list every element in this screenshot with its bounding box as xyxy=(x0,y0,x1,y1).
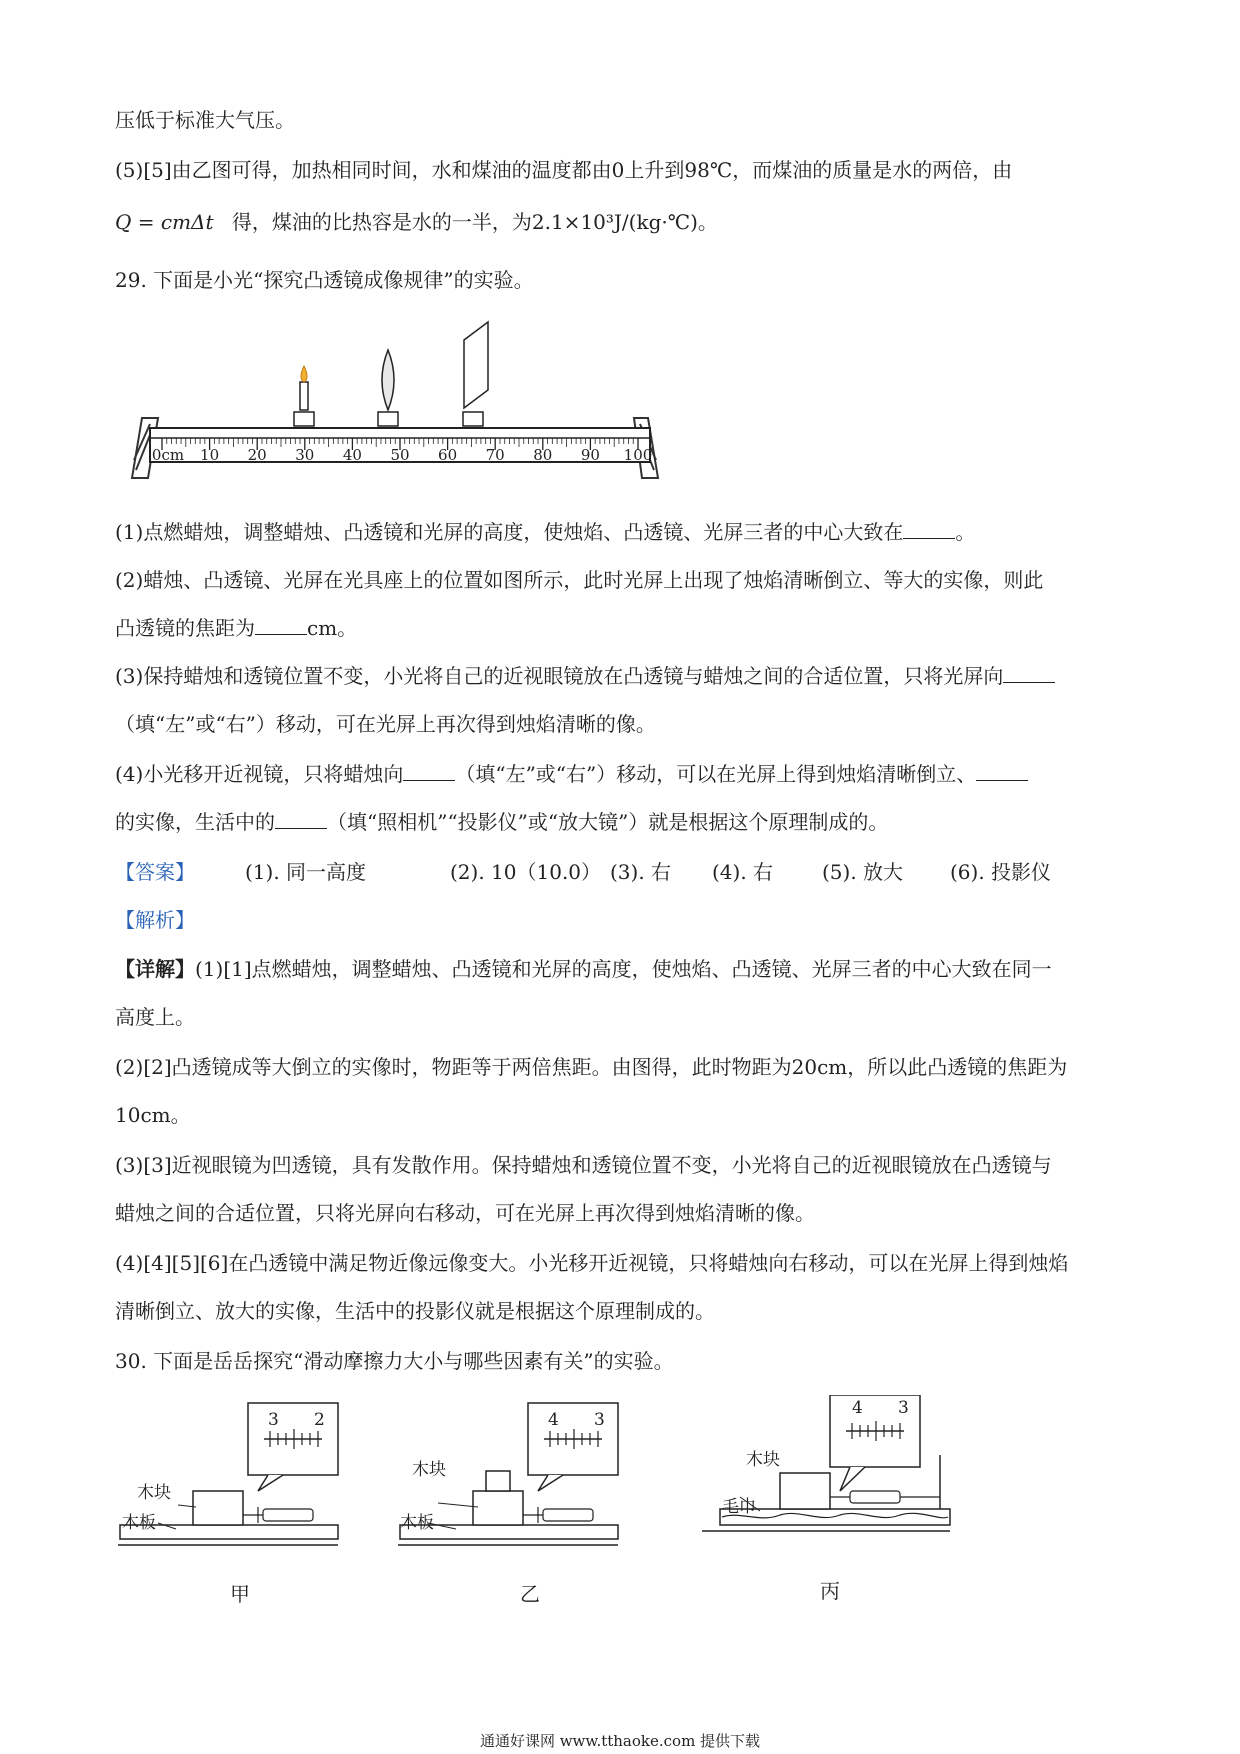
board-label: 木板 xyxy=(400,1513,434,1533)
detail-line: 清晰倒立、放大的实像，生活中的投影仪就是根据这个原理制成的。 xyxy=(115,1299,715,1323)
detail-line: 高度上。 xyxy=(115,1005,195,1029)
text-line: 压低于标准大气压。 xyxy=(115,108,295,132)
answer-blank[interactable] xyxy=(275,810,327,829)
text: 得，煤油的比热容是水的一半，为2.1×10³J/(kg·℃)。 xyxy=(231,210,718,234)
question-29-title: 29. 下面是小光“探究凸透镜成像规律”的实验。 xyxy=(115,268,534,292)
convex-lens xyxy=(378,350,398,426)
text: (4)小光移开近视镜，只将蜡烛向 xyxy=(115,762,404,786)
block-label: 木块 xyxy=(746,1450,780,1470)
scale-reading-right: 2 xyxy=(314,1410,325,1430)
text-line xyxy=(115,210,718,234)
block-label: 木块 xyxy=(412,1460,446,1480)
q29-part1 xyxy=(115,520,975,544)
text: (3)保持蜡烛和透镜位置不变，小光将自己的近视眼镜放在凸透镜与蜡烛之间的合适位置，只将光屏向 xyxy=(115,664,1004,688)
answer-5: (5). 放大 xyxy=(822,860,904,884)
towel-label: 毛巾 xyxy=(722,1497,756,1517)
answer-2: (2). 10（10.0） xyxy=(450,860,602,884)
friction-figure-bing xyxy=(700,1395,960,1555)
answer-blank[interactable] xyxy=(976,762,1028,781)
scale-reading-left: 4 xyxy=(548,1410,559,1430)
q29-part4-cont xyxy=(115,810,888,834)
ruler-label: 100 xyxy=(623,446,653,464)
ruler-label: 50 xyxy=(390,446,410,464)
q29-part3 xyxy=(115,664,1055,688)
light-screen xyxy=(463,322,488,426)
candle xyxy=(294,366,314,426)
answer-blank[interactable] xyxy=(403,762,455,781)
q29-part3-cont: （填“左”或“右”）移动，可在光屏上再次得到烛焰清晰的像。 xyxy=(115,712,656,736)
figure-label-yi: 乙 xyxy=(520,1582,540,1606)
detail-line: 蜡烛之间的合适位置，只将光屏向右移动，可在光屏上再次得到烛焰清晰的像。 xyxy=(115,1201,815,1225)
answer-4: (4). 右 xyxy=(712,860,774,884)
question-30-title: 30. 下面是岳岳探究“滑动摩擦力大小与哪些因素有关”的实验。 xyxy=(115,1349,674,1373)
detail-line: (4)[4][5][6]在凸透镜中满足物近像远像变大。小光移开近视镜，只将蜡烛向右移动，可以在光屏上得到烛焰 xyxy=(115,1251,1069,1275)
answer-6: (6). 投影仪 xyxy=(950,860,1052,884)
ruler-label: 60 xyxy=(438,446,458,464)
optical-bench-figure xyxy=(130,320,680,480)
text: cm。 xyxy=(307,616,358,640)
ruler-label: 30 xyxy=(295,446,315,464)
answer-blank[interactable] xyxy=(903,520,955,539)
q29-part2-cont xyxy=(115,616,357,640)
answer-blank[interactable] xyxy=(1003,664,1055,683)
answer-1: (1). 同一高度 xyxy=(245,860,367,884)
ruler-label: 40 xyxy=(342,446,362,464)
figure-label-bing: 丙 xyxy=(820,1579,840,1603)
answer-tag: 【答案】 xyxy=(115,860,195,884)
analysis-tag: 【解析】 xyxy=(115,908,195,932)
ruler-label: 70 xyxy=(485,446,505,464)
detail-line: 10cm。 xyxy=(115,1103,191,1127)
block-label: 木块 xyxy=(137,1483,171,1503)
scale-reading-right: 3 xyxy=(898,1398,909,1418)
detail-line: (2)[2]凸透镜成等大倒立的实像时，物距等于两倍焦距。由图得，此时物距为20cm，所以此凸透镜的焦距为 xyxy=(115,1055,1068,1079)
detail-line xyxy=(115,957,1052,981)
answer-blank[interactable] xyxy=(255,616,307,635)
answer-3: (3). 右 xyxy=(610,860,672,884)
text: 凸透镜的焦距为 xyxy=(115,616,255,640)
text: (1)点燃蜡烛，调整蜡烛、凸透镜和光屏的高度，使烛焰、凸透镜、光屏三者的中心大致在 xyxy=(115,520,904,544)
text: （填“左”或“右”）移动，可以在光屏上得到烛焰清晰倒立、 xyxy=(455,762,977,786)
ruler-label: 90 xyxy=(580,446,600,464)
formula: Q = cmΔt xyxy=(115,210,214,234)
text: 的实像，生活中的 xyxy=(115,810,275,834)
scale-reading-right: 3 xyxy=(594,1410,605,1430)
board-label: 木板 xyxy=(122,1513,156,1533)
ruler-label: 80 xyxy=(533,446,553,464)
detail-tag: 【详解】 xyxy=(115,957,195,981)
ruler-label: 10 xyxy=(200,446,220,464)
scale-reading-left: 4 xyxy=(852,1398,863,1418)
q29-part2: (2)蜡烛、凸透镜、光屏在光具座上的位置如图所示，此时光屏上出现了烛焰清晰倒立、等大的实像，则此 xyxy=(115,568,1044,592)
text: 。 xyxy=(955,520,976,544)
footer-source: 通通好课网 www.tthaoke.com 提供下载 xyxy=(479,1732,761,1750)
q29-part4 xyxy=(115,762,1028,786)
text-line: (5)[5]由乙图可得，加热相同时间，水和煤油的温度都由0上升到98℃，而煤油的质量是水的两倍，由 xyxy=(115,158,1013,182)
ruler-label: 20 xyxy=(247,446,267,464)
figure-label-jia: 甲 xyxy=(230,1582,250,1606)
detail-line: (3)[3]近视眼镜为凹透镜，具有发散作用。保持蜡烛和透镜位置不变，小光将自己的近视眼镜放在凸透镜与 xyxy=(115,1153,1052,1177)
ruler-label: 0cm xyxy=(151,446,185,464)
text: (1)[1]点燃蜡烛，调整蜡烛、凸透镜和光屏的高度，使烛焰、凸透镜、光屏三者的中心大致在同一 xyxy=(195,957,1052,981)
scale-reading-left: 3 xyxy=(268,1410,279,1430)
text: （填“照相机”“投影仪”或“放大镜”）就是根据这个原理制成的。 xyxy=(327,810,889,834)
